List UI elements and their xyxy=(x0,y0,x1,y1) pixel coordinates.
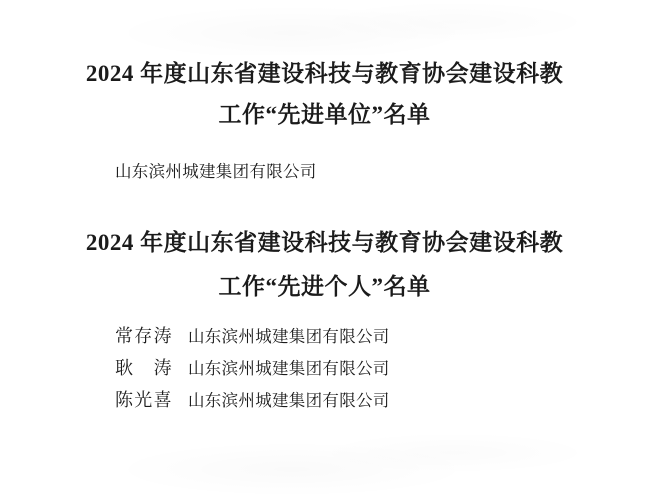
awardee-company: 山东滨州城建集团有限公司 xyxy=(188,327,390,346)
awardee-name: 常存涛 xyxy=(115,326,173,346)
awardee-company: 山东滨州城建集团有限公司 xyxy=(188,391,390,410)
awardee-company: 山东滨州城建集团有限公司 xyxy=(188,359,390,378)
unit-section-title-line1: 2024 年度山东省建设科技与教育协会建设科教 xyxy=(85,61,564,86)
individual-section-title-line2: 工作“先进个人”名单 xyxy=(218,274,431,299)
awardee-row xyxy=(115,391,390,411)
unit-section-title-line2: 工作“先进单位”名单 xyxy=(218,102,431,127)
individual-section-title-line1: 2024 年度山东省建设科技与教育协会建设科教 xyxy=(85,230,564,255)
awardee-row xyxy=(115,327,390,347)
awardee-row xyxy=(115,359,390,379)
unit-awardee-company: 山东滨州城建集团有限公司 xyxy=(115,162,317,181)
scan-noise-top xyxy=(0,0,649,55)
awardee-name: 陈光喜 xyxy=(115,390,173,410)
scan-noise-bottom xyxy=(0,420,649,502)
awardee-name: 耿 涛 xyxy=(115,358,173,378)
